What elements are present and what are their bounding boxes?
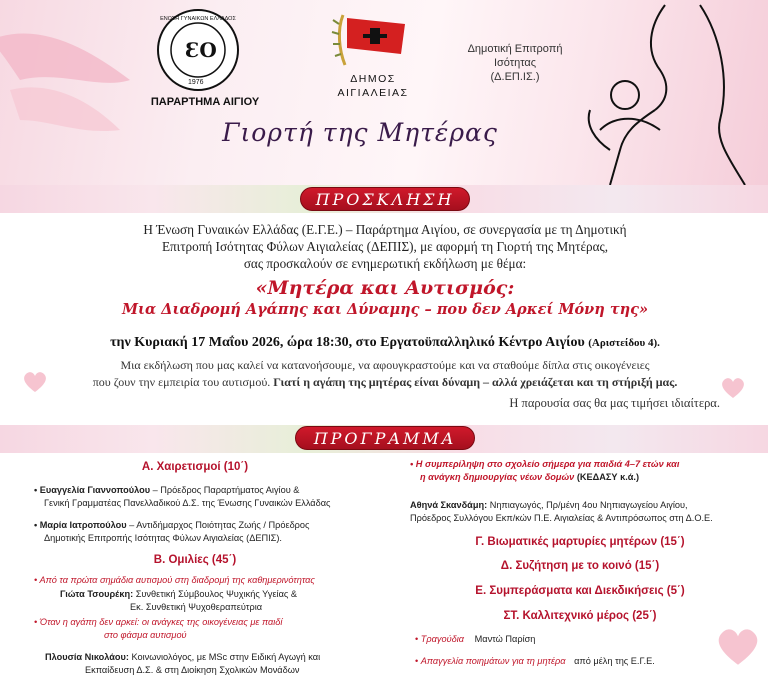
- page-title: Γιορτή της Μητέρας: [222, 118, 498, 147]
- b2-topic: • Όταν η αγάπη δεν αρκεί: οι ανάγκες της οικογένειας με παιδί στο φάσμα αυτισμού: [34, 617, 283, 640]
- section-a-heading: Α. Χαιρετισμοί (10΄): [141, 461, 249, 473]
- closing-line: Η παρουσία σας θα μας τιμήσει ιδιαίτερα.: [509, 396, 720, 410]
- invitation-banner: ΠΡΟΣΚΛΗΣΗ: [300, 187, 470, 211]
- r1-topic-text2: η ανάγκη δημιουργίας νέων δομών: [420, 472, 575, 482]
- b2-name: Πλουσία Νικολάου:: [45, 652, 129, 662]
- section-f-heading: ΣΤ. Καλλιτεχνικό μέρος (25΄): [503, 610, 657, 622]
- intro-line3: σας προσκαλούν σε ενημερωτική εκδήλωση με θέμα:: [243, 256, 527, 271]
- section-c-heading: Γ. Βιωματικές μαρτυρίες μητέρων (15΄): [475, 536, 685, 548]
- a1-name: Ευαγγελία Γιαννοπούλου: [39, 485, 151, 495]
- dimos-flag-logo: [325, 10, 415, 70]
- r1-topic-text1: Η συμπερίληψη στο σχολείο σήμερα για παιδιά 4–7 ετών και: [415, 459, 680, 469]
- b1-topic-text: Από τα πρώτα σημάδια αυτισμού στη διαδρομή της καθημερινότητας: [39, 575, 315, 585]
- dimos-line2: ΑΙΓΙΑΛΕΙΑΣ: [337, 87, 409, 99]
- depis-line1: Δημοτική Επιτροπή: [467, 43, 563, 55]
- body-line1: Μια εκδήλωση που μας καλεί να κατανοήσουμε, να αφουγκραστούμε και να σταθούμε δίπλα στις οικογένειες: [120, 358, 650, 372]
- a1-role2: Γενική Γραμματέας Πανελλαδικού Δ.Σ. της Ένωσης Γυναικών Ελλάδας: [44, 498, 331, 508]
- b2-role1: Κοινωνιολόγος, με MSc στην Ειδική Αγωγή και: [131, 652, 321, 662]
- pink-ribbon-decoration: [0, 20, 180, 150]
- r1-name: Αθηνά Σκανδάμη:: [410, 500, 488, 510]
- intro-line1: Η Ένωση Γυναικών Ελλάδας (Ε.Γ.Ε.) – Παράρτημα Αιγίου, σε συνεργασία με τη Δημοτική: [143, 222, 627, 237]
- body-line2a: που ζουν την εμπειρία του αυτισμού.: [92, 375, 271, 389]
- svg-text:ƐO: ƐO: [185, 38, 217, 62]
- section-e-heading: Ε. Συμπεράσματα και Διεκδικήσεις (5΄): [475, 585, 685, 597]
- a2-entry: • Μαρία Ιατροπούλου – Αντιδήμαρχος Ποιότητας Ζωής / Πρόεδρος Δημοτικής Επιτροπής Ισότητας Φύλων Αιγιαλείας (ΔΕΠΙΣ).: [34, 520, 310, 543]
- b2-topic-text2: στο φάσμα αυτισμού: [104, 630, 187, 640]
- a1-role1: – Πρόεδρος Παραρτήματος Αιγίου &: [152, 485, 300, 495]
- theme-title-line1: «Μητέρα και Αυτισμός:: [255, 277, 515, 299]
- f2-who: από μέλη της Ε.Γ.Ε.: [574, 656, 655, 666]
- svg-text:ΕΝΩΣΗ ΓΥΝΑΙΚΩΝ ΕΛΛΑΔΟΣ: ΕΝΩΣΗ ΓΥΝΑΙΚΩΝ ΕΛΛΑΔΟΣ: [160, 16, 236, 22]
- a1-entry: • Ευαγγελία Γιαννοπούλου – Πρόεδρος Παραρτήματος Αιγίου & Γενική Γραμματέας Πανελλαδικού Δ.Σ. της Ένωσης Γυναικών Ελλάδας: [34, 485, 331, 508]
- event-address: (Αριστείδου 4).: [588, 337, 660, 349]
- body-line2b: Γιατί η αγάπη της μητέρας είναι δύναμη – αλλά χρειάζεται και τη στήριξή μας.: [273, 375, 678, 389]
- svg-text:1976: 1976: [188, 79, 204, 86]
- r1-org: (ΚΕΔΑΣΥ κ.ά.): [576, 472, 640, 482]
- b1-speaker: [60, 588, 400, 614]
- body-line2: [20, 375, 750, 390]
- mother-child-illustration: [570, 0, 768, 185]
- ege-caption: ΠΑΡΑΡΤΗΜΑ ΑΙΓΙΟΥ: [150, 96, 260, 108]
- a2-role2: Δημοτικής Επιτροπής Ισότητας Φύλων Αιγιαλείας (ΔΕΠΙΣ).: [44, 533, 282, 543]
- f2-entry: • Απαγγελία ποιημάτων για τη μητέρα από μέλη της Ε.Γ.Ε.: [415, 656, 655, 666]
- b2-topic-text1: Όταν η αγάπη δεν αρκεί: οι ανάγκες της οικογένειας με παιδί: [39, 617, 283, 627]
- dimos-line1: ΔΗΜΟΣ: [350, 73, 396, 85]
- r1-role2: Πρόεδρος Συλλόγου Εκπ/κών Π.Ε. Αιγιαλείας & Αντιπρόσωπος στη Δ.Ο.Ε.: [410, 513, 713, 523]
- b1-role1: Συνθετική Σύμβουλος Ψυχικής Υγείας &: [135, 589, 298, 599]
- heart-icon: [715, 625, 761, 669]
- theme-title-line2: Μια Διαδρομή Αγάπης και Δύναμης – που δεν Αρκεί Μόνη της»: [121, 301, 649, 318]
- section-d-heading: Δ. Συζήτηση με το κοινό (15΄): [500, 560, 660, 572]
- b1-name: Γιώτα Τσουρέκη:: [60, 589, 134, 599]
- depis-line2: Ισότητας: [493, 57, 537, 69]
- depis-line3: (Δ.ΕΠ.ΙΣ.): [490, 71, 540, 83]
- a2-role1: – Αντιδήμαρχος Ποιότητας Ζωής / Πρόεδρος: [129, 520, 310, 530]
- ege-logo: [156, 8, 240, 92]
- b1-topic: • Από τα πρώτα σημάδια αυτισμού στη διαδρομή της καθημερινότητας: [34, 575, 315, 585]
- f1-who: Μαντώ Παρίση: [474, 634, 536, 644]
- event-when: την Κυριακή 17 Μαΐου 2026, ώρα 18:30, στο Εργατοϋπαλληλικό Κέντρο Αιγίου: [110, 335, 585, 350]
- heart-icon: [720, 376, 746, 400]
- program-banner: ΠΡΟΓΡΑΜΜΑ: [295, 426, 475, 450]
- f2-label: Απαγγελία ποιημάτων για τη μητέρα: [420, 656, 566, 666]
- b2-speaker: [45, 651, 395, 677]
- r1-role1: Νηπιαγωγός, Πρ/μένη 4ου Νηπιαγωγείου Αιγίου,: [489, 500, 688, 510]
- f1-label: Τραγούδια: [420, 634, 465, 644]
- section-b-heading: Β. Ομιλίες (45΄): [153, 554, 237, 566]
- r1-speaker: [410, 499, 760, 525]
- b2-role2: Εκπαίδευση Δ.Σ. & στη Διοίκηση Σχολικών Μονάδων: [85, 665, 300, 675]
- heart-icon: [22, 370, 48, 394]
- intro-line2: Επιτροπή Ισότητας Φύλων Αιγιαλείας (ΔΕΠΙΣ), με αφορμή τη Γιορτή της Μητέρας,: [161, 239, 609, 254]
- f1-entry: • Τραγούδια Μαντώ Παρίση: [415, 634, 536, 644]
- event-datetime: [20, 335, 750, 351]
- b1-role2: Εκ. Συνθετική Ψυχοθεραπεύτρια: [130, 602, 263, 612]
- a2-name: Μαρία Ιατροπούλου: [39, 520, 127, 530]
- r1-topic: • Η συμπερίληψη στο σχολείο σήμερα για παιδιά 4–7 ετών και η ανάγκη δημιουργίας νέων δομών (ΚΕΔΑΣΥ κ.ά.): [410, 459, 680, 482]
